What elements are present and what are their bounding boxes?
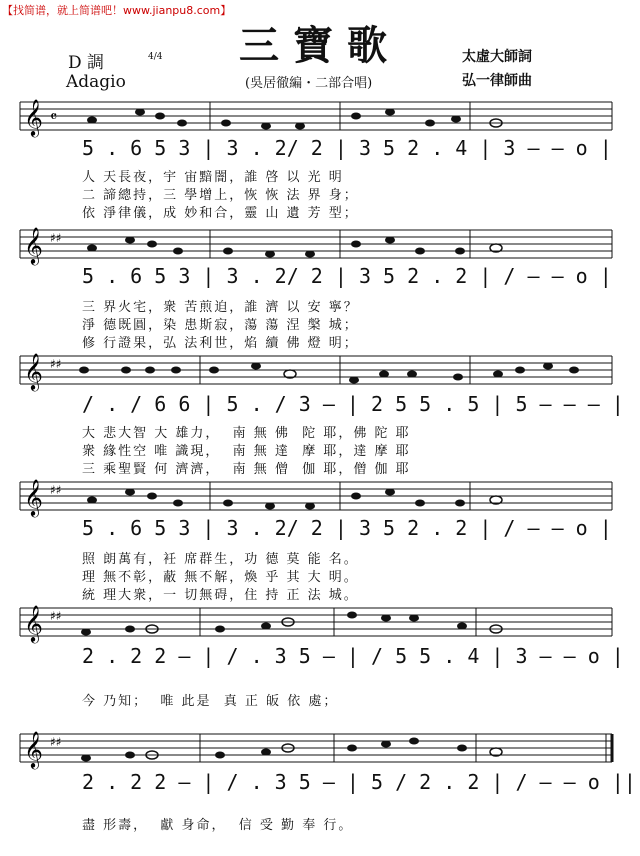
svg-text:𝄞: 𝄞 bbox=[24, 352, 43, 390]
lyric-4-1: 照 朗萬有，衽 席群生，功 德 莫 能 名。 bbox=[82, 552, 359, 567]
jianpu-line-5: 2 . 2 2 — | / . 3 5 — | / 5 5 . 4 | 3 — — o | bbox=[82, 644, 624, 668]
svg-text:♯♯: ♯♯ bbox=[50, 231, 62, 245]
staff-6 bbox=[0, 730, 640, 770]
lyric-6-1: 盡 形壽， 獻 身命， 信 受 勤 奉 行。 bbox=[82, 818, 354, 833]
composer-credit: 弘一律師曲 bbox=[462, 73, 532, 89]
lyric-2-3: 修 行證果，弘 法利世，焰 續 佛 燈 明； bbox=[82, 336, 359, 351]
jianpu-line-3: / . / 6 6 | 5 . / 3 — | 2 5 5 . 5 | 5 — — — | bbox=[82, 392, 624, 416]
lyric-1-3: 依 淨律儀，成 妙和合，靈 山 遺 芳 型； bbox=[82, 206, 359, 221]
jianpu-line-1: 5 . 6 5 3 | 3 . 2/ 2 | 3 5 2 . 4 | 3 — — o | bbox=[82, 136, 612, 160]
staff-4 bbox=[0, 478, 640, 518]
lyric-4-3: 統 理大衆，一 切無碍，住 持 正 法 城。 bbox=[82, 588, 359, 603]
time-signature: 4/4 bbox=[148, 52, 163, 62]
svg-text:𝄞: 𝄞 bbox=[24, 226, 43, 264]
lyricist-credit: 太虛大師詞 bbox=[462, 49, 532, 65]
key-signature: D 調 bbox=[68, 53, 105, 73]
lyric-1-1: 人 天長夜，宇 宙黯闇，誰 啓 以 光 明 bbox=[82, 170, 344, 185]
jianpu-line-2: 5 . 6 5 3 | 3 . 2/ 2 | 3 5 2 . 2 | / — — o | bbox=[82, 264, 612, 288]
lyric-3-2: 衆 緣性空 唯 識現， 南 無 達 摩 耶，達 摩 耶 bbox=[82, 444, 411, 459]
staff-2 bbox=[0, 226, 640, 266]
svg-text:𝄴: 𝄴 bbox=[50, 107, 58, 126]
lyric-2-1: 三 界火宅，衆 苦煎迫，誰 濟 以 安 寧？ bbox=[82, 300, 359, 315]
song-title: 三寶歌 bbox=[239, 22, 401, 69]
arrangement-note: (吳居徹編・二部合唱) bbox=[245, 76, 373, 91]
jianpu-line-4: 5 . 6 5 3 | 3 . 2/ 2 | 3 5 2 . 2 | / — — o | bbox=[82, 516, 612, 540]
svg-text:♯♯: ♯♯ bbox=[50, 735, 62, 749]
jianpu-line-6: 2 . 2 2 — | / . 3 5 — | 5 / 2 . 2 | / — — o || bbox=[82, 770, 636, 794]
svg-text:♯♯: ♯♯ bbox=[50, 483, 62, 497]
svg-text:𝄞: 𝄞 bbox=[24, 98, 43, 136]
staff-3 bbox=[0, 352, 640, 392]
lyric-4-2: 理 無不彰，蔽 無不解，煥 乎 其 大 明。 bbox=[82, 570, 359, 585]
lyric-3-3: 三 乘聖賢 何 濟濟， 南 無 僧 伽 耶，僧 伽 耶 bbox=[82, 462, 411, 477]
svg-text:♯♯: ♯♯ bbox=[50, 609, 62, 623]
svg-text:𝄞: 𝄞 bbox=[24, 604, 43, 642]
lyric-2-2: 淨 德既圓，染 患斯寂，蕩 蕩 涅 槃 城； bbox=[82, 318, 359, 333]
svg-text:♯♯: ♯♯ bbox=[50, 357, 62, 371]
lyric-3-1: 大 悲大智 大 雄力， 南 無 佛 陀 耶，佛 陀 耶 bbox=[82, 426, 411, 441]
lyric-1-2: 二 諦總持，三 學增上，恢 恢 法 界 身； bbox=[82, 188, 359, 203]
tempo-marking: Adagio bbox=[66, 72, 126, 92]
staff-1 bbox=[0, 98, 640, 138]
lyric-5-1: 今 乃知； 唯 此是 真 正 皈 依 處； bbox=[82, 694, 339, 709]
staff-5 bbox=[0, 604, 640, 644]
svg-text:𝄞: 𝄞 bbox=[24, 478, 43, 516]
svg-text:𝄞: 𝄞 bbox=[24, 730, 43, 768]
site-banner: 【找简谱，就上简谱吧！www.jianpu8.com】 bbox=[2, 4, 232, 17]
